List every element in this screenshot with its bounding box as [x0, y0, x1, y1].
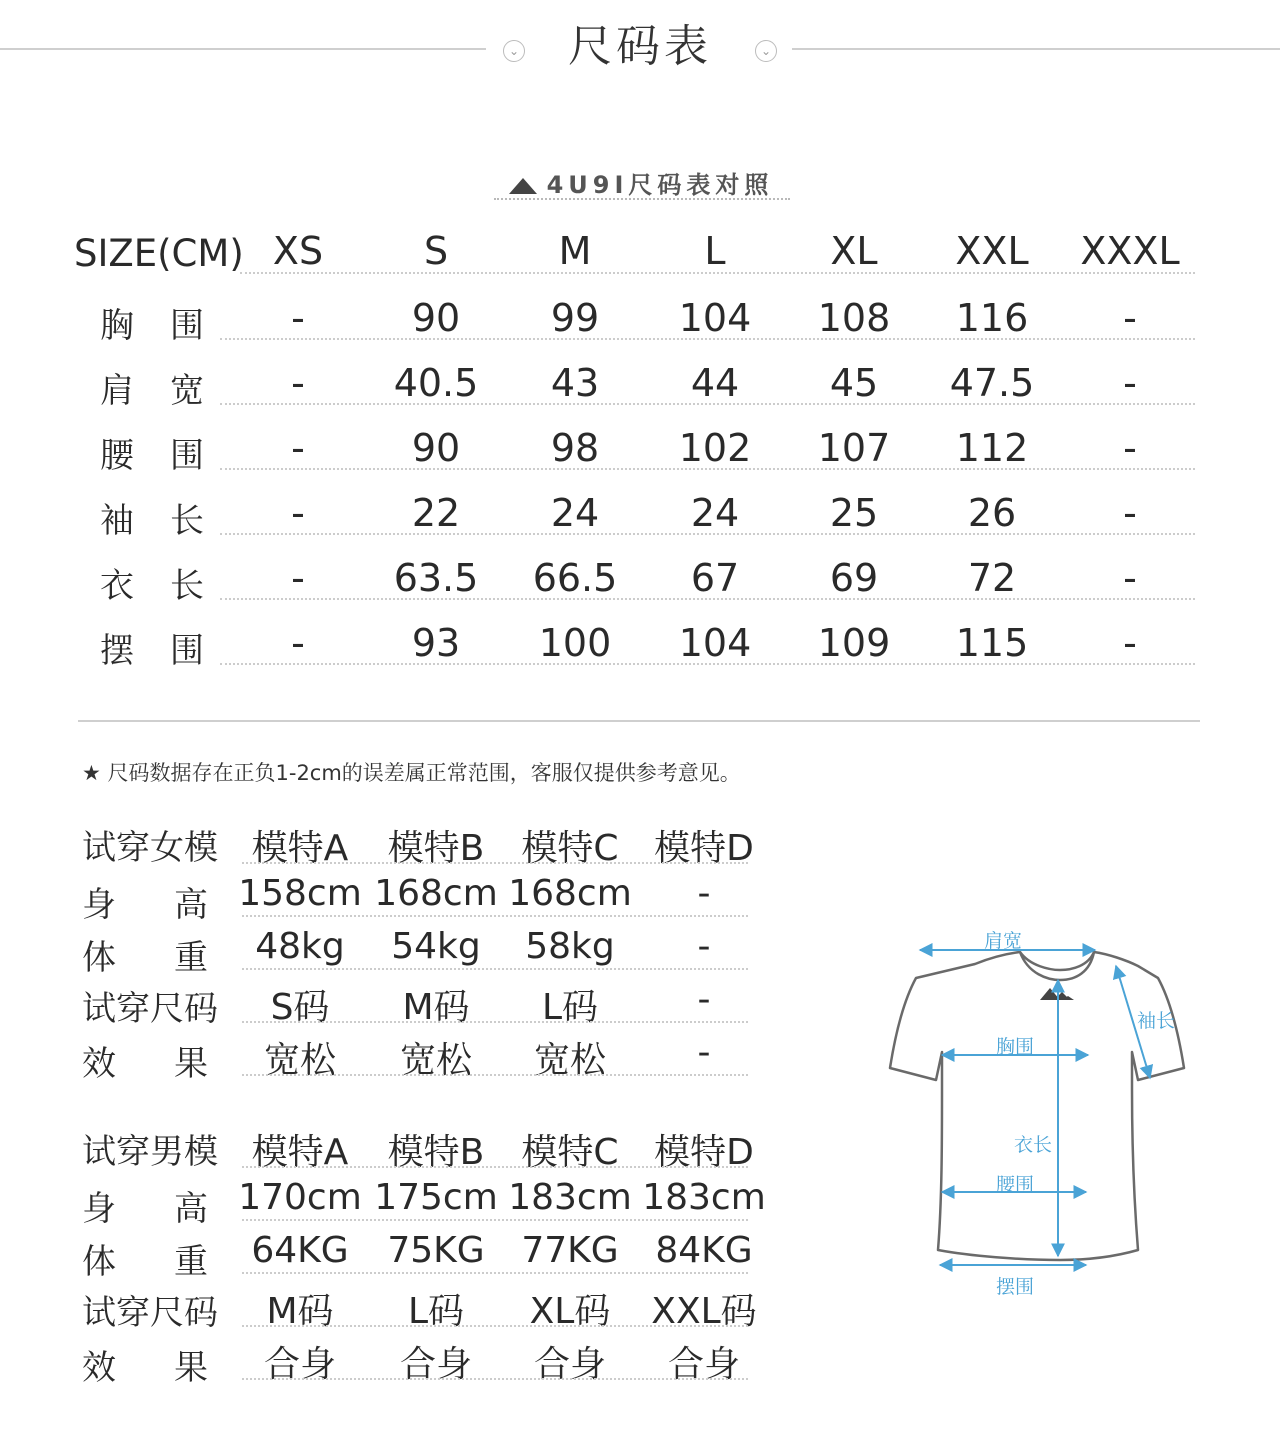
- size-header-xs: XS: [272, 229, 324, 273]
- size-cell: 109: [817, 621, 891, 665]
- label-length: 衣长: [1014, 1134, 1053, 1156]
- size-cell: 45: [829, 361, 879, 405]
- size-cell: -: [291, 296, 305, 340]
- model-cell: -: [697, 1032, 711, 1073]
- model-cell: 175cm: [374, 1177, 498, 1218]
- model-row-label: 高: [174, 885, 208, 925]
- model-cell: -: [697, 873, 711, 914]
- size-header-label: SIZE(CM): [74, 232, 244, 275]
- size-row-label: 衣: [100, 566, 134, 606]
- size-row-label: 围: [170, 631, 204, 671]
- size-row-label: 长: [170, 501, 204, 541]
- size-row-label: 围: [170, 436, 204, 476]
- model-cell: 77KG: [521, 1230, 619, 1271]
- label-waist: 腰围: [996, 1174, 1035, 1196]
- model-cell: 168cm: [374, 873, 498, 914]
- size-cell: 112: [955, 426, 1029, 470]
- size-row-label: 摆: [100, 631, 134, 671]
- model-cell: XXL码: [651, 1291, 757, 1332]
- size-cell: 26: [967, 491, 1017, 535]
- model-row-label: 高: [174, 1189, 208, 1229]
- row-divider: [220, 403, 1195, 405]
- model-header: 模特C: [521, 1132, 619, 1173]
- row-divider: [242, 1325, 748, 1327]
- size-cell: 115: [955, 621, 1029, 665]
- model-row-label: 身: [82, 885, 116, 925]
- model-header: 模特A: [251, 828, 349, 869]
- male-model-title: 试穿男模: [82, 1132, 218, 1172]
- label-chest: 胸围: [996, 1036, 1035, 1058]
- size-cell: 67: [690, 556, 740, 600]
- size-cell: -: [1123, 361, 1137, 405]
- model-cell: 48kg: [255, 926, 345, 967]
- row-divider: [242, 968, 748, 970]
- female-model-title: 试穿女模: [82, 828, 218, 868]
- size-cell: -: [291, 426, 305, 470]
- model-row-label: 效: [82, 1348, 116, 1388]
- size-cell: 90: [411, 296, 461, 340]
- model-cell: 宽松: [263, 1040, 336, 1081]
- size-cell: -: [291, 361, 305, 405]
- model-header: 模特D: [654, 1132, 754, 1173]
- size-header-xxxl: XXXL: [1080, 229, 1180, 273]
- model-row-label: 果: [174, 1044, 208, 1084]
- model-cell: 合身: [667, 1344, 740, 1385]
- model-header: 模特B: [387, 1132, 485, 1173]
- tshirt-measurement-diagram: [880, 920, 1200, 1310]
- model-cell: 宽松: [399, 1040, 472, 1081]
- size-cell: 24: [690, 491, 740, 535]
- model-cell: 合身: [263, 1344, 336, 1385]
- size-cell: 69: [829, 556, 879, 600]
- size-row-label: 围: [170, 306, 204, 346]
- model-row-label: 果: [174, 1348, 208, 1388]
- model-cell: M码: [266, 1291, 334, 1332]
- size-note: ★ 尺码数据存在正负1-2cm的误差属正常范围，客服仅提供参考意见。: [82, 761, 741, 785]
- model-cell: S码: [270, 987, 330, 1028]
- model-cell: L码: [407, 1291, 465, 1332]
- model-cell: 158cm: [238, 873, 362, 914]
- model-row-label: 试穿尺码: [82, 1293, 218, 1333]
- model-cell: M码: [402, 987, 470, 1028]
- model-header: 模特B: [387, 828, 485, 869]
- model-row-label: 效: [82, 1044, 116, 1084]
- row-divider: [242, 1021, 748, 1023]
- chevron-down-icon: ⌄: [755, 40, 777, 62]
- row-divider: [242, 1166, 748, 1168]
- model-cell: 183cm: [642, 1177, 766, 1218]
- label-shoulder: 肩宽: [984, 930, 1023, 952]
- model-cell: -: [697, 979, 711, 1020]
- size-cell: 66.5: [532, 556, 618, 600]
- size-cell: -: [1123, 491, 1137, 535]
- model-header: 模特A: [251, 1132, 349, 1173]
- size-cell: 25: [829, 491, 879, 535]
- title-rule-right: [792, 48, 1280, 50]
- model-row-label: 体: [82, 1242, 116, 1282]
- size-cell: 108: [817, 296, 891, 340]
- size-cell: 102: [678, 426, 752, 470]
- chevron-down-icon: ⌄: [503, 40, 525, 62]
- size-cell: 72: [967, 556, 1017, 600]
- size-cell: 43: [550, 361, 600, 405]
- model-cell: 75KG: [387, 1230, 485, 1271]
- model-cell: 合身: [533, 1344, 606, 1385]
- row-divider: [220, 468, 1195, 470]
- label-sleeve: 袖长: [1137, 1010, 1176, 1032]
- size-cell: -: [291, 491, 305, 535]
- subtitle-text: 4U9I尺码表对照: [546, 171, 774, 199]
- table-subtitle: [496, 165, 786, 200]
- row-divider: [220, 338, 1195, 340]
- row-divider: [220, 533, 1195, 535]
- size-cell: 107: [817, 426, 891, 470]
- size-row-label: 肩: [100, 371, 134, 411]
- size-cell: -: [1123, 296, 1137, 340]
- row-divider: [242, 1219, 748, 1221]
- label-hem: 摆围: [996, 1276, 1035, 1298]
- page-title: 尺码表: [568, 21, 712, 72]
- row-divider: [242, 862, 748, 864]
- size-row-label: 胸: [100, 306, 134, 346]
- model-cell: L码: [541, 987, 599, 1028]
- model-row-label: 重: [174, 938, 208, 978]
- model-cell: 84KG: [655, 1230, 753, 1271]
- size-row-label: 袖: [100, 501, 134, 541]
- row-divider: [242, 1074, 748, 1076]
- model-header: 模特C: [521, 828, 619, 869]
- size-cell: 90: [411, 426, 461, 470]
- size-cell: 44: [690, 361, 740, 405]
- size-row-label: 腰: [100, 436, 134, 476]
- size-header-xxl: XXL: [955, 229, 1029, 273]
- model-cell: XL码: [529, 1291, 611, 1332]
- row-divider: [242, 1378, 748, 1380]
- size-cell: -: [291, 621, 305, 665]
- size-cell: 22: [411, 491, 461, 535]
- size-cell: 47.5: [949, 361, 1035, 405]
- size-cell: -: [291, 556, 305, 600]
- model-cell: 58kg: [525, 926, 615, 967]
- size-row-label: 长: [170, 566, 204, 606]
- model-cell: 合身: [399, 1344, 472, 1385]
- model-cell: 64KG: [251, 1230, 349, 1271]
- model-cell: 168cm: [508, 873, 632, 914]
- model-cell: 54kg: [391, 926, 481, 967]
- row-divider: [242, 915, 748, 917]
- size-cell: 98: [550, 426, 600, 470]
- size-cell: 93: [411, 621, 461, 665]
- model-row-label: 重: [174, 1242, 208, 1282]
- size-cell: -: [1123, 556, 1137, 600]
- size-cell: 40.5: [393, 361, 479, 405]
- model-cell: -: [697, 926, 711, 967]
- row-divider: [220, 598, 1195, 600]
- size-cell: 63.5: [393, 556, 479, 600]
- size-cell: 24: [550, 491, 600, 535]
- size-cell: 104: [678, 296, 752, 340]
- mountain-icon: [509, 178, 537, 194]
- model-cell: 183cm: [508, 1177, 632, 1218]
- model-row-label: 体: [82, 938, 116, 978]
- size-cell: 104: [678, 621, 752, 665]
- size-cell: 99: [550, 296, 600, 340]
- size-cell: -: [1123, 426, 1137, 470]
- tshirt-outline: [890, 952, 1184, 1260]
- row-divider: [240, 272, 1195, 274]
- row-divider: [220, 663, 1195, 665]
- subtitle-underline: [494, 198, 790, 200]
- size-cell: -: [1123, 621, 1137, 665]
- size-row-label: 宽: [170, 371, 204, 411]
- size-cell: 116: [955, 296, 1029, 340]
- model-row-label: 身: [82, 1189, 116, 1229]
- row-divider: [242, 1272, 748, 1274]
- model-cell: 170cm: [238, 1177, 362, 1218]
- size-header-l: L: [704, 229, 726, 273]
- model-row-label: 试穿尺码: [82, 989, 218, 1029]
- model-header: 模特D: [654, 828, 754, 869]
- size-header-s: S: [423, 229, 449, 273]
- size-header-m: M: [558, 229, 592, 273]
- title-rule-left: [0, 48, 486, 50]
- size-cell: 100: [538, 621, 612, 665]
- model-cell: 宽松: [533, 1040, 606, 1081]
- section-divider: [78, 720, 1200, 722]
- size-header-xl: XL: [830, 229, 878, 273]
